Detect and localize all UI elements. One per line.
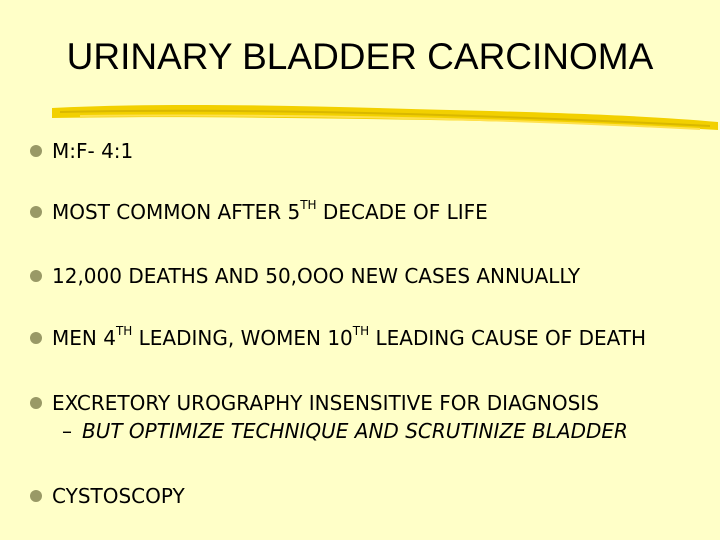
sub-bullet (62, 419, 628, 443)
slide-title: URINARY BLADDER CARCINOMA (66, 36, 654, 77)
dash-marker: – (62, 419, 72, 443)
bullet-dot-icon (30, 397, 42, 409)
bullet-dot-icon (30, 206, 42, 218)
superscript: TH (115, 324, 133, 338)
bullet-text: 12,000 DEATHS AND 50,OOO NEW CASES ANNUALLY (52, 264, 581, 288)
bullet-dot-icon (30, 270, 42, 282)
sub-bullet-text: BUT OPTIMIZE TECHNIQUE AND SCRUTINIZE BLADDER (82, 419, 628, 443)
bullet-text: MOST COMMON AFTER 5TH DECADE OF LIFE (52, 198, 488, 224)
bullet-dot-icon (30, 145, 42, 157)
superscript: TH (300, 198, 317, 212)
bullet-text: M:F- 4:1 (52, 139, 134, 163)
bullet-text: MEN 4TH LEADING, WOMEN 10TH LEADING CAUSE OF DEATH (52, 324, 647, 350)
superscript: TH (352, 324, 370, 338)
bullet-text: EXCRETORY UROGRAPHY INSENSITIVE FOR DIAGNOSIS (52, 391, 599, 415)
bullet-dot-icon (30, 490, 42, 502)
bullet-dot-icon (30, 332, 42, 344)
bullet-text: CYSTOSCOPY (52, 484, 185, 508)
